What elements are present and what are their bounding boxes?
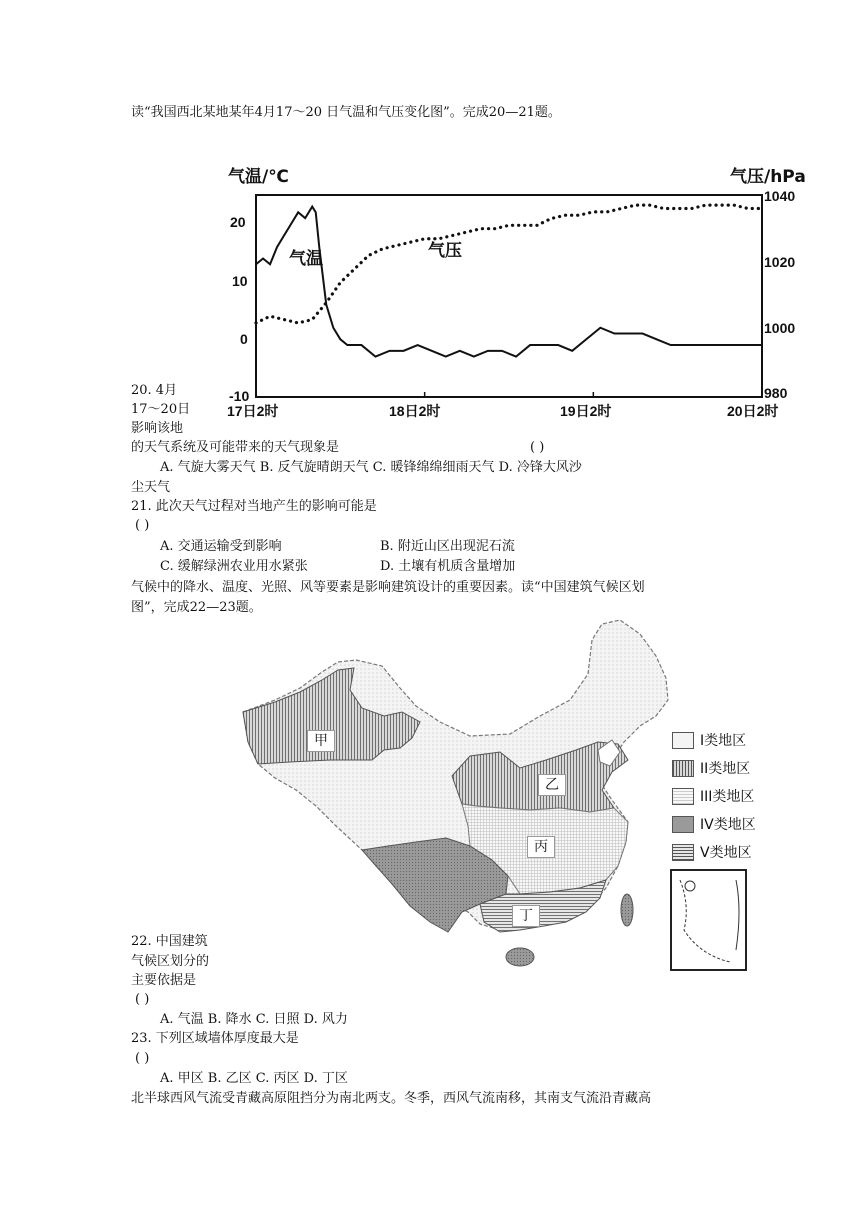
y-left-tick: -10 bbox=[229, 388, 250, 404]
passage-last-line: 北半球西风气流受青藏高原阻挡分为南北两支。冬季，西风气流南移，其南支气流沿青藏高 bbox=[131, 1091, 652, 1106]
temperature-series-label: 气温 bbox=[289, 249, 323, 269]
q20-stem-2: 17～20日 bbox=[131, 402, 191, 417]
legend-label: III类地区 bbox=[700, 789, 755, 805]
legend-label: I类地区 bbox=[700, 733, 747, 749]
region-label-bing: 丙 bbox=[527, 836, 555, 858]
taiwan-island bbox=[621, 894, 633, 926]
y-axis-left-label: 气温/℃ bbox=[228, 167, 289, 187]
legend-label: V类地区 bbox=[700, 845, 752, 861]
q20-stem-1: 20. 4月 bbox=[131, 383, 178, 398]
x-tick: 17日2时 bbox=[227, 403, 279, 419]
x-tick: 18日2时 bbox=[389, 403, 441, 419]
y-right-tick: 1020 bbox=[764, 254, 796, 270]
y-left-tick: 10 bbox=[232, 273, 248, 289]
q21-option-d: D. 土壤有机质含量增加 bbox=[380, 559, 516, 574]
q23-options: A. 甲区 B. 乙区 C. 丙区 D. 丁区 bbox=[160, 1071, 348, 1086]
legend-swatch bbox=[672, 760, 694, 777]
q23-stem: 23. 下列区域墙体厚度最大是 bbox=[131, 1031, 299, 1046]
q22-stem-3: 主要依据是 bbox=[131, 973, 197, 988]
region-label-yi: 乙 bbox=[538, 774, 566, 796]
legend-label: IV类地区 bbox=[700, 817, 756, 833]
x-tick: 20日2时 bbox=[727, 403, 779, 419]
intro-text: 读“我国西北某地某年4月17～20 日气温和气压变化图”。完成20—21题。 bbox=[131, 105, 561, 120]
pressure-series-label: 气压 bbox=[428, 241, 462, 261]
q20-stem-3: 影响该地 bbox=[131, 421, 184, 436]
y-right-tick: 1000 bbox=[764, 320, 796, 336]
q22-stem-1: 22. 中国建筑 bbox=[131, 934, 208, 949]
q20-options-wrap: 尘天气 bbox=[131, 480, 171, 495]
hainan-island bbox=[506, 948, 534, 966]
legend-swatch bbox=[672, 844, 694, 861]
y-left-tick: 0 bbox=[240, 331, 248, 347]
region-label-ding: 丁 bbox=[512, 905, 540, 927]
q23-answer-paren: ( ) bbox=[135, 1051, 150, 1066]
q21-option-a: A. 交通运输受到影响 bbox=[160, 539, 282, 554]
q20-stem-4: 的天气系统及可能带来的天气现象是 bbox=[131, 440, 340, 455]
q21-stem: 21. 此次天气过程对当地产生的影响可能是 bbox=[131, 499, 377, 514]
legend-swatch bbox=[672, 816, 694, 833]
x-tick: 19日2时 bbox=[560, 403, 612, 419]
y-axis-right-label: 气压/hPa bbox=[730, 167, 806, 187]
y-left-tick: 20 bbox=[230, 214, 246, 230]
q21-option-b: B. 附近山区出现泥石流 bbox=[380, 539, 515, 554]
region-label-jia: 甲 bbox=[307, 730, 335, 752]
q20-answer-paren: ( ) bbox=[530, 440, 545, 455]
intro2-line1: 气候中的降水、温度、光照、风等要素是影响建筑设计的重要因素。读“中国建筑气候区划 bbox=[131, 580, 645, 595]
y-right-tick: 1040 bbox=[764, 188, 796, 204]
intro2-line2: 图”，完成22—23题。 bbox=[131, 600, 262, 615]
q21-option-c: C. 缓解绿洲农业用水紧张 bbox=[160, 559, 308, 574]
q22-stem-2: 气候区划分的 bbox=[131, 954, 210, 969]
q22-answer-paren: ( ) bbox=[135, 992, 150, 1007]
legend-swatch bbox=[672, 788, 694, 805]
legend-swatch bbox=[672, 732, 694, 749]
q21-answer-paren: ( ) bbox=[135, 518, 150, 533]
q20-options: A. 气旋大雾天气 B. 反气旋晴朗天气 C. 暖锋绵绵细雨天气 D. 冷锋大风沙 bbox=[160, 460, 582, 475]
q22-options: A. 气温 B. 降水 C. 日照 D. 风力 bbox=[160, 1012, 348, 1027]
y-right-tick: 980 bbox=[764, 385, 788, 401]
legend-label: II类地区 bbox=[700, 761, 751, 777]
